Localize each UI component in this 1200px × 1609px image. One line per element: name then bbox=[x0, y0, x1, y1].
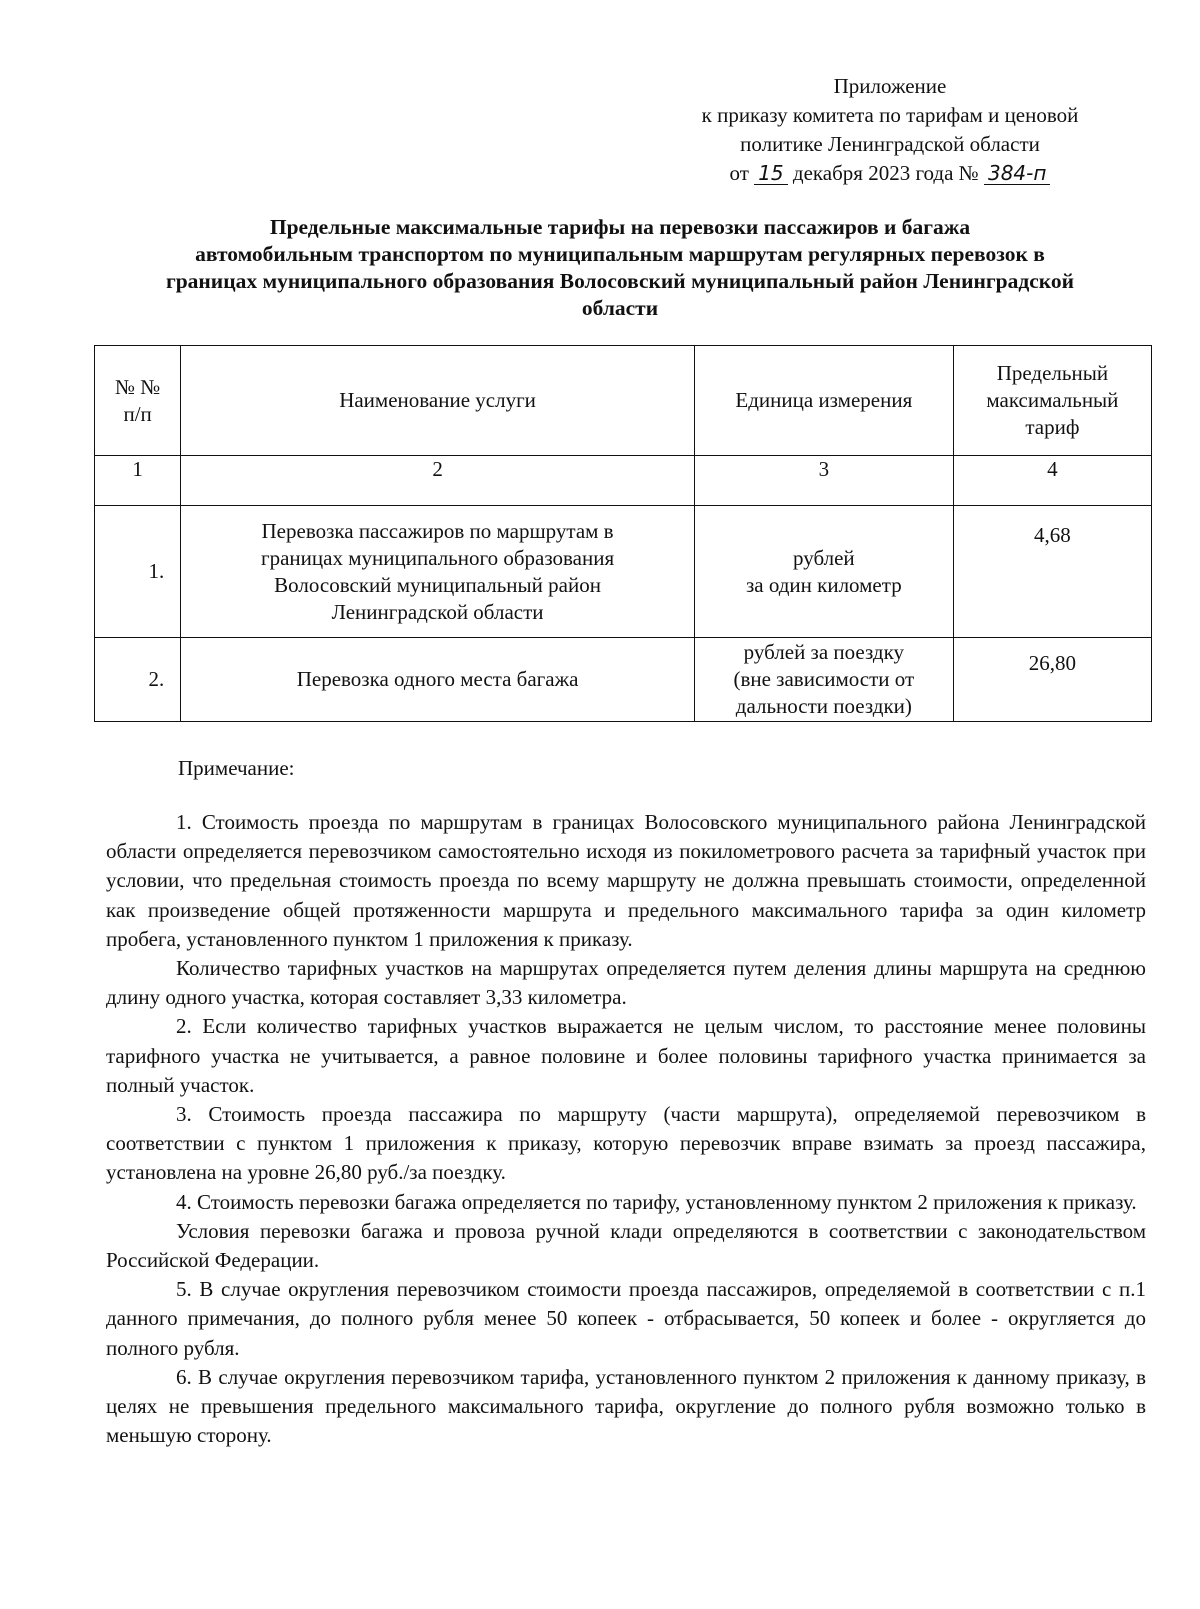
order-number-handwritten: 384-п bbox=[984, 162, 1050, 185]
date-prefix: от bbox=[729, 161, 749, 185]
row-tariff: 4,68 bbox=[953, 506, 1151, 638]
note-paragraph: Количество тарифных участков на маршрутах определяется путем деления длины маршрута на среднюю длину одного участка, которая составляет 3,33 километра. bbox=[106, 956, 1146, 1010]
row-unit: рублей за поездку (вне зависимости от дальности поездки) bbox=[694, 638, 953, 722]
table-row bbox=[95, 506, 1152, 638]
notes-body bbox=[106, 808, 1146, 1450]
appendix-label: Приложение bbox=[833, 74, 947, 98]
column-number: 3 bbox=[694, 456, 953, 506]
notes-title: Примечание: bbox=[178, 756, 295, 780]
title-line-4: области bbox=[581, 296, 659, 320]
appendix-header bbox=[640, 72, 1140, 188]
title-line-3: границах муниципального образования Волосовский муниципальный район Ленинградской bbox=[165, 269, 1075, 293]
column-number: 2 bbox=[181, 456, 695, 506]
row-service: Перевозка пассажиров по маршрутам в границах муниципального образования Волосовский муниципальный район Ленинградской области bbox=[181, 506, 695, 638]
column-number: 1 bbox=[95, 456, 181, 506]
row-tariff: 26,80 bbox=[953, 638, 1151, 722]
header-unit: Единица измерения bbox=[694, 346, 953, 456]
table-row bbox=[95, 638, 1152, 722]
row-service: Перевозка одного места багажа bbox=[181, 638, 695, 722]
column-number: 4 bbox=[953, 456, 1151, 506]
note-paragraph: 6. В случае округления перевозчиком тарифа, установленного пунктом 2 приложения к данному приказу, в целях не превышения предельного максимального тарифа, округление до полного рубля возможно только в меньшую сторону. bbox=[106, 1364, 1146, 1448]
note-paragraph: Условия перевозки багажа и провоза ручной клади определяются в соответствии с законодательством Российской Федерации. bbox=[106, 1218, 1146, 1273]
appendix-date-line bbox=[640, 159, 1140, 188]
date-rest: декабря 2023 года № bbox=[792, 161, 979, 185]
appendix-order-ref: к приказу комитета по тарифам и ценовой bbox=[701, 103, 1079, 127]
title-line-1: Предельные максимальные тарифы на перевозки пассажиров и багажа bbox=[269, 215, 971, 239]
document-title bbox=[100, 214, 1140, 322]
note-paragraph: 3. Стоимость проезда пассажира по маршруту (части маршрута), определяемой перевозчиком в соответствии с пунктом 1 приложения к приказу, которую перевозчик вправе взимать за проезд пассажира, установлена на уровне 26,80 руб./за поездку. bbox=[106, 1102, 1146, 1185]
note-paragraph: 1. Стоимость проезда по маршрутам в границах Волосовского муниципального района Ленинградской области определяется перевозчиком самостоятельно исходя из покилометрового расчета за тарифный участок при условии, что предельная стоимость проезда по всему маршруту не должна превышать стоимости, определенной как произведение общей протяженности маршрута и предельного максимального тарифа за один километр пробега, установленного пунктом 1 приложения к приказу. bbox=[106, 810, 1146, 951]
note-paragraph: 4. Стоимость перевозки багажа определяется по тарифу, установленному пунктом 2 приложения к приказу. bbox=[176, 1189, 1137, 1214]
note-paragraph: 2. Если количество тарифных участков выражается не целым числом, то расстояние менее половины тарифного участка не учитывается, а равное половине и более половины тарифного участка принимается за полный участок. bbox=[106, 1014, 1146, 1097]
header-tariff: Предельный максимальный тариф bbox=[953, 346, 1151, 456]
title-line-2: автомобильным транспортом по муниципальным маршрутам регулярных перевозок в bbox=[195, 242, 1045, 266]
header-service: Наименование услуги bbox=[181, 346, 695, 456]
date-day-handwritten: 15 bbox=[754, 162, 787, 185]
column-number-row bbox=[95, 456, 1152, 506]
table-header-row bbox=[95, 346, 1152, 456]
note-paragraph: 5. В случае округления перевозчиком стоимости проезда пассажиров, определяемой в соответствии с п.1 данного примечания, до полного рубля менее 50 копеек - отбрасывается, 50 копеек и более - округляется до полного рубля. bbox=[106, 1277, 1146, 1360]
row-unit: рублей за один километр bbox=[694, 506, 953, 638]
row-number: 1. bbox=[95, 506, 181, 638]
row-number: 2. bbox=[95, 638, 181, 722]
tariffs-table bbox=[94, 345, 1152, 722]
appendix-committee: политике Ленинградской области bbox=[740, 132, 1040, 156]
header-num: № № п/п bbox=[95, 346, 181, 456]
